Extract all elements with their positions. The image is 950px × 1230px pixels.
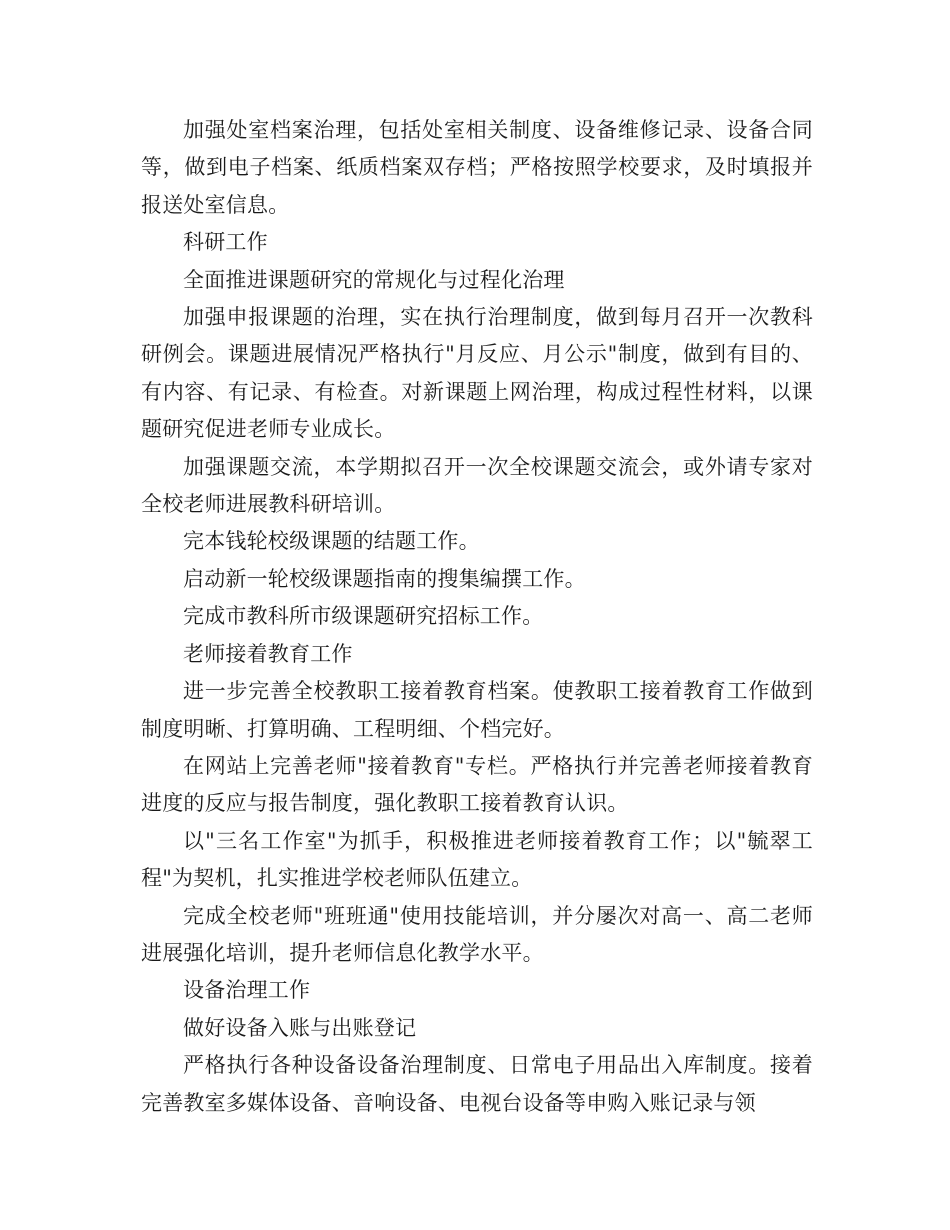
paragraph-guide-compilation: 启动新一轮校级课题指南的搜集编撰工作。 [183, 566, 586, 591]
paragraph-project-closing: 完本钱轮校级课题的结题工作。 [183, 529, 480, 554]
paragraph-studio-initiative: 以"三名工作室"为抓手，积极推进老师接着教育工作；以"毓翠工程"为契机，扎实推进学校老师队伍建立。 [141, 828, 813, 891]
paragraph-city-tender: 完成市教科所市级课题研究招标工作。 [183, 604, 544, 629]
paragraph-education-archive: 进一步完善全校教职工接着教育档案。使教职工接着教育工作做到制度明晰、打算明确、工程明细、个档完好。 [141, 679, 813, 741]
paragraph-equipment-rules: 严格执行各种设备设备治理制度、日常电子用品出入库制度。接着完善教室多媒体设备、音响设备、电视台设备等申购入账记录与领 [141, 1053, 813, 1115]
paragraph-class-training: 完成全校老师"班班通"使用技能培训，并分屡次对高一、高二老师进展强化培训，提升老师信息化教学水平。 [141, 903, 813, 965]
paragraph-website-column: 在网站上完善老师"接着教育"专栏。严格执行并完善老师接着教育进度的反应与报告制度，强化教职工接着教育认识。 [141, 753, 813, 816]
heading-continuing-education: 老师接着教育工作 [183, 641, 353, 666]
paragraph-archive-management: 加强处室档案治理，包括处室相关制度、设备维修记录、设备合同等，做到电子档案、纸质档案双存档；严格按照学校要求，及时填报并报送处室信息。 [141, 118, 813, 217]
heading-research-work: 科研工作 [183, 230, 268, 255]
subheading-equipment-ledger: 做好设备入账与出账登记 [183, 1015, 417, 1040]
subheading-project-research: 全面推进课题研究的常规化与过程化治理 [183, 267, 565, 292]
paragraph-project-management: 加强申报课题的治理，实在执行治理制度，做到每月召开一次教科研例会。课题进展情况严格执行"月反应、月公示"制度，做到有目的、有内容、有记录、有检查。对新课题上网治理，构成过程性材料，以课题研究促进老师专业成长。 [141, 305, 813, 442]
document-body [141, 112, 813, 1122]
paragraph-project-exchange: 加强课题交流，本学期拟召开一次全校课题交流会，或外请专家对全校老师进展教科研培训。 [141, 454, 813, 517]
heading-equipment-management: 设备治理工作 [183, 978, 311, 1003]
